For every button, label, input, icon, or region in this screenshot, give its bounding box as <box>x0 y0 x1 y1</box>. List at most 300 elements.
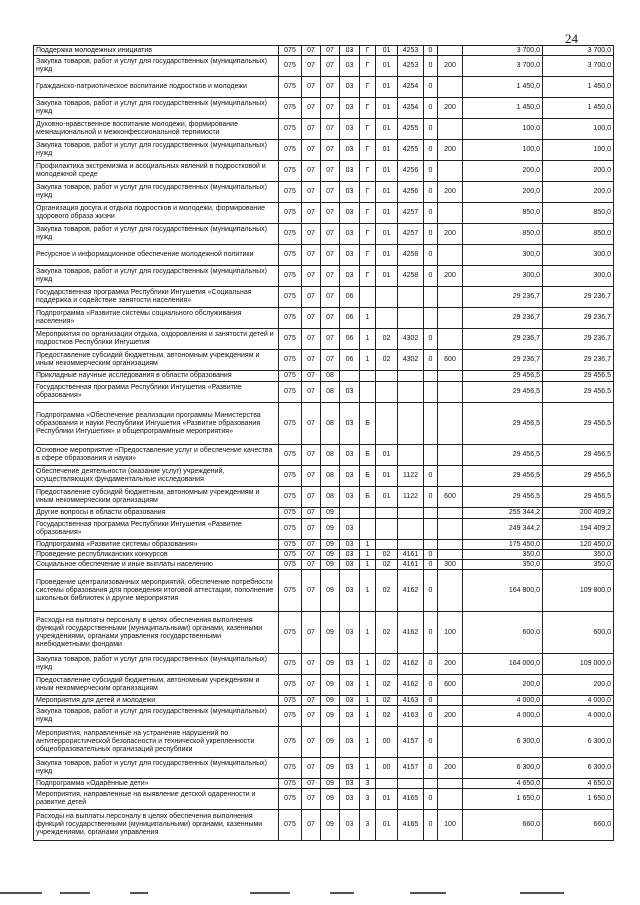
cell-subprogram: 1 <box>360 560 376 570</box>
cell-ministry-code: 075 <box>279 266 302 287</box>
cell-expense-type: 200 <box>438 140 463 161</box>
cell-subprogram: 1 <box>360 612 376 654</box>
cell-section: 07 <box>302 696 321 706</box>
cell-description: Закупка товаров, работ и услуг для государственных (муниципальных) нужд <box>34 654 279 675</box>
cell-ministry-code: 075 <box>279 779 302 789</box>
cell-section: 07 <box>302 140 321 161</box>
cell-ministry-code: 075 <box>279 308 302 329</box>
cell-event: 00 <box>376 758 398 779</box>
cell-event <box>376 508 398 519</box>
cell-digit <box>424 403 438 445</box>
cell-event <box>376 308 398 329</box>
cell-subsection: 07 <box>321 203 340 224</box>
cell-description: Профилактика экстремизма и асоциальных явлений в подростковой и молодежной среде <box>34 161 279 182</box>
table-row <box>34 371 614 382</box>
cell-expense-type <box>438 508 463 519</box>
cell-amount-2015: 29 456,5 <box>463 371 543 382</box>
cell-amount-2016: 100,0 <box>543 140 614 161</box>
cell-event: 01 <box>376 161 398 182</box>
table-row <box>34 675 614 696</box>
cell-subsection: 07 <box>321 329 340 350</box>
cell-amount-2016: 29 456,5 <box>543 466 614 487</box>
cell-event: 00 <box>376 727 398 758</box>
cell-subsection: 07 <box>321 140 340 161</box>
cell-subsection: 07 <box>321 224 340 245</box>
cell-event: 02 <box>376 696 398 706</box>
cell-direction: 4256 <box>398 182 424 203</box>
cell-program: 03 <box>340 550 360 560</box>
cell-event: 01 <box>376 56 398 77</box>
cell-amount-2015: 1 650,0 <box>463 789 543 810</box>
cell-digit: 0 <box>424 810 438 841</box>
cell-direction: 4253 <box>398 46 424 56</box>
cell-digit: 0 <box>424 696 438 706</box>
cell-expense-type <box>438 696 463 706</box>
cell-direction: 4163 <box>398 696 424 706</box>
cell-digit <box>424 371 438 382</box>
cell-digit <box>424 382 438 403</box>
cell-section: 07 <box>302 487 321 508</box>
cell-expense-type: 200 <box>438 758 463 779</box>
cell-event: 01 <box>376 487 398 508</box>
table-row <box>34 203 614 224</box>
cell-expense-type <box>438 161 463 182</box>
cell-section: 07 <box>302 203 321 224</box>
table-row <box>34 77 614 98</box>
cell-direction: 4161 <box>398 550 424 560</box>
cell-event: 01 <box>376 445 398 466</box>
cell-amount-2015: 29 236,7 <box>463 350 543 371</box>
cell-event: 01 <box>376 46 398 56</box>
cell-amount-2015: 255 344,2 <box>463 508 543 519</box>
cell-subprogram <box>360 508 376 519</box>
cell-digit: 0 <box>424 727 438 758</box>
cell-amount-2015: 850,0 <box>463 203 543 224</box>
cell-expense-type: 200 <box>438 706 463 727</box>
cell-ministry-code: 075 <box>279 161 302 182</box>
cell-section: 07 <box>302 727 321 758</box>
cell-amount-2015: 175 450,0 <box>463 540 543 550</box>
cell-amount-2015: 200,0 <box>463 675 543 696</box>
cell-expense-type: 200 <box>438 98 463 119</box>
cell-description: Мероприятия, направленные на устранение нарушений по антитеррористической безопасности и технической укрепленности общеобразовательных организаций республики <box>34 727 279 758</box>
cell-ministry-code: 075 <box>279 508 302 519</box>
cell-description: Подпрограмма «Развитие системы образования» <box>34 540 279 550</box>
cell-direction: 4257 <box>398 203 424 224</box>
cell-digit: 0 <box>424 350 438 371</box>
cell-event: 01 <box>376 810 398 841</box>
cell-event: 02 <box>376 570 398 612</box>
cell-amount-2016: 300,0 <box>543 266 614 287</box>
cell-amount-2015: 164 800,0 <box>463 570 543 612</box>
cell-amount-2016: 600,0 <box>543 612 614 654</box>
cell-event: 02 <box>376 675 398 696</box>
table-row <box>34 696 614 706</box>
cell-amount-2016: 100,0 <box>543 119 614 140</box>
cell-section: 07 <box>302 403 321 445</box>
cell-direction: 4162 <box>398 654 424 675</box>
cell-section: 07 <box>302 119 321 140</box>
cell-expense-type <box>438 329 463 350</box>
cell-subprogram: Г <box>360 182 376 203</box>
cell-subsection: 09 <box>321 727 340 758</box>
cell-subsection: 08 <box>321 382 340 403</box>
cell-description: Мероприятия, направленные на выявление детской одаренности и развитие детей <box>34 789 279 810</box>
cell-expense-type <box>438 466 463 487</box>
cell-event: 01 <box>376 466 398 487</box>
scan-edge-marks <box>0 892 640 896</box>
cell-subprogram: 1 <box>360 570 376 612</box>
cell-subprogram: Г <box>360 161 376 182</box>
table-row <box>34 403 614 445</box>
cell-description: Закупка товаров, работ и услуг для государственных (муниципальных) нужд <box>34 224 279 245</box>
cell-section: 07 <box>302 287 321 308</box>
cell-direction: 4254 <box>398 77 424 98</box>
cell-subsection: 07 <box>321 350 340 371</box>
cell-section: 07 <box>302 161 321 182</box>
cell-amount-2016: 120 450,0 <box>543 540 614 550</box>
cell-description: Поддержка молодежных инициатив <box>34 46 279 56</box>
cell-amount-2015: 660,0 <box>463 810 543 841</box>
cell-amount-2015: 200,0 <box>463 161 543 182</box>
cell-subsection: 09 <box>321 570 340 612</box>
cell-ministry-code: 075 <box>279 550 302 560</box>
cell-expense-type <box>438 308 463 329</box>
cell-subprogram: Г <box>360 266 376 287</box>
cell-section: 07 <box>302 329 321 350</box>
cell-section: 07 <box>302 550 321 560</box>
cell-expense-type <box>438 727 463 758</box>
cell-subprogram: Г <box>360 46 376 56</box>
cell-event: 01 <box>376 182 398 203</box>
cell-program: 03 <box>340 203 360 224</box>
table-row <box>34 98 614 119</box>
cell-digit <box>424 519 438 540</box>
cell-amount-2015: 100,0 <box>463 140 543 161</box>
cell-ministry-code: 075 <box>279 789 302 810</box>
cell-amount-2015: 3 700,0 <box>463 46 543 56</box>
cell-ministry-code: 075 <box>279 224 302 245</box>
cell-event: 01 <box>376 224 398 245</box>
cell-digit: 0 <box>424 487 438 508</box>
cell-section: 07 <box>302 46 321 56</box>
cell-subprogram: Г <box>360 203 376 224</box>
cell-subprogram: Б <box>360 487 376 508</box>
cell-ministry-code: 075 <box>279 350 302 371</box>
cell-description: Гражданско-патриотическое воспитание подростков и молодежи <box>34 77 279 98</box>
cell-direction <box>398 403 424 445</box>
cell-amount-2016: 200,0 <box>543 182 614 203</box>
cell-amount-2015: 300,0 <box>463 266 543 287</box>
cell-digit: 0 <box>424 706 438 727</box>
cell-subprogram: 1 <box>360 654 376 675</box>
cell-subprogram: Г <box>360 119 376 140</box>
cell-description: Подпрограмма «Одарённые дети» <box>34 779 279 789</box>
cell-direction: 4254 <box>398 98 424 119</box>
cell-amount-2016: 200,0 <box>543 675 614 696</box>
cell-event: 01 <box>376 140 398 161</box>
cell-description: Закупка товаров, работ и услуг для государственных (муниципальных) нужд <box>34 140 279 161</box>
cell-section: 07 <box>302 570 321 612</box>
cell-amount-2015: 4 000,0 <box>463 706 543 727</box>
cell-expense-type: 600 <box>438 487 463 508</box>
cell-digit <box>424 779 438 789</box>
cell-expense-type <box>438 119 463 140</box>
cell-description: Предоставление субсидий бюджетным, автономным учреждениям и иным некоммерческим организациям <box>34 675 279 696</box>
cell-amount-2015: 29 456,5 <box>463 466 543 487</box>
budget-table <box>33 45 614 841</box>
cell-program: 03 <box>340 382 360 403</box>
cell-amount-2016: 850,0 <box>543 224 614 245</box>
table-row <box>34 758 614 779</box>
cell-event: 02 <box>376 329 398 350</box>
cell-section: 07 <box>302 675 321 696</box>
cell-digit: 0 <box>424 245 438 266</box>
cell-ministry-code: 075 <box>279 77 302 98</box>
cell-amount-2015: 29 236,7 <box>463 329 543 350</box>
cell-subsection: 09 <box>321 779 340 789</box>
table-row <box>34 140 614 161</box>
cell-ministry-code: 075 <box>279 560 302 570</box>
cell-description: Проведение централизованных мероприятий, обеспечение потребности системы образования для проведения итоговой аттестации, пополнение школьных библиотек и другие мероприятия <box>34 570 279 612</box>
cell-description: Подпрограмма «Обеспечение реализации программы Министерства образования и науки Республики Ингушетия «Развитие образования Республики Ингушетия» и общепрограммные мероприятия» <box>34 403 279 445</box>
table-row <box>34 727 614 758</box>
cell-amount-2016: 1 650,0 <box>543 789 614 810</box>
cell-amount-2016: 200,0 <box>543 161 614 182</box>
cell-description: Ресурсное и информационное обеспечение молодежной политики <box>34 245 279 266</box>
cell-program: 03 <box>340 570 360 612</box>
cell-expense-type: 100 <box>438 612 463 654</box>
cell-expense-type: 200 <box>438 654 463 675</box>
cell-amount-2016: 29 456,5 <box>543 487 614 508</box>
cell-amount-2016: 1 450,0 <box>543 77 614 98</box>
cell-direction: 1122 <box>398 466 424 487</box>
cell-ministry-code: 075 <box>279 540 302 550</box>
cell-subprogram: Г <box>360 224 376 245</box>
cell-program: 03 <box>340 727 360 758</box>
cell-ministry-code: 075 <box>279 403 302 445</box>
cell-digit: 0 <box>424 570 438 612</box>
table-row <box>34 350 614 371</box>
cell-event: 02 <box>376 654 398 675</box>
table-row <box>34 56 614 77</box>
table-row <box>34 654 614 675</box>
cell-direction: 4256 <box>398 161 424 182</box>
cell-program: 03 <box>340 758 360 779</box>
cell-event: 02 <box>376 350 398 371</box>
cell-direction: 4165 <box>398 810 424 841</box>
cell-program: 06 <box>340 287 360 308</box>
cell-subprogram: Б <box>360 403 376 445</box>
cell-amount-2015: 850,0 <box>463 224 543 245</box>
cell-direction <box>398 540 424 550</box>
cell-description: Закупка товаров, работ и услуг для государственных (муниципальных) нужд <box>34 182 279 203</box>
table-row <box>34 161 614 182</box>
table-row <box>34 612 614 654</box>
cell-direction: 4258 <box>398 266 424 287</box>
cell-subprogram: 1 <box>360 350 376 371</box>
cell-ministry-code: 075 <box>279 654 302 675</box>
cell-digit <box>424 445 438 466</box>
cell-digit: 0 <box>424 612 438 654</box>
cell-program: 03 <box>340 487 360 508</box>
cell-event <box>376 287 398 308</box>
cell-amount-2015: 3 700,0 <box>463 56 543 77</box>
cell-digit <box>424 540 438 550</box>
table-row <box>34 287 614 308</box>
cell-digit: 0 <box>424 98 438 119</box>
cell-subprogram: Г <box>360 56 376 77</box>
cell-description: Проведение республиканских конкурсов <box>34 550 279 560</box>
cell-description: Расходы на выплаты персоналу в целях обеспечения выполнения функций государственными (муниципальными) органами, казенными учреждениями, органами управления <box>34 810 279 841</box>
cell-section: 07 <box>302 612 321 654</box>
cell-description: Другие вопросы в области образования <box>34 508 279 519</box>
cell-amount-2016: 29 236,7 <box>543 308 614 329</box>
cell-amount-2016: 29 236,7 <box>543 329 614 350</box>
cell-program: 03 <box>340 56 360 77</box>
cell-program <box>340 371 360 382</box>
cell-amount-2016: 29 236,7 <box>543 350 614 371</box>
cell-amount-2015: 600,0 <box>463 612 543 654</box>
cell-section: 07 <box>302 98 321 119</box>
cell-program: 03 <box>340 119 360 140</box>
cell-direction: 4157 <box>398 727 424 758</box>
cell-description: Закупка товаров, работ и услуг для государственных (муниципальных) нужд <box>34 56 279 77</box>
cell-subprogram: Б <box>360 466 376 487</box>
table-row <box>34 329 614 350</box>
cell-program: 03 <box>340 140 360 161</box>
cell-subsection: 08 <box>321 466 340 487</box>
page-number: 24 <box>565 31 578 46</box>
table-row <box>34 119 614 140</box>
cell-subsection: 07 <box>321 119 340 140</box>
cell-direction: 4163 <box>398 706 424 727</box>
cell-amount-2015: 1 450,0 <box>463 98 543 119</box>
cell-amount-2015: 300,0 <box>463 245 543 266</box>
cell-event <box>376 382 398 403</box>
cell-subsection: 08 <box>321 487 340 508</box>
table-row <box>34 540 614 550</box>
cell-description: Закупка товаров, работ и услуг для государственных (муниципальных) нужд <box>34 266 279 287</box>
cell-event <box>376 371 398 382</box>
cell-program: 03 <box>340 519 360 540</box>
cell-subprogram: 1 <box>360 727 376 758</box>
cell-subsection: 08 <box>321 403 340 445</box>
cell-program: 06 <box>340 350 360 371</box>
cell-description: Организация досуга и отдыха подростков и молодежи, формирование здорового образа жизни <box>34 203 279 224</box>
cell-expense-type: 100 <box>438 810 463 841</box>
cell-subprogram <box>360 382 376 403</box>
cell-amount-2015: 249 344,2 <box>463 519 543 540</box>
cell-subsection: 08 <box>321 445 340 466</box>
table-row <box>34 224 614 245</box>
cell-expense-type <box>438 519 463 540</box>
cell-subsection: 07 <box>321 98 340 119</box>
cell-subsection: 09 <box>321 560 340 570</box>
cell-digit: 0 <box>424 46 438 56</box>
cell-subprogram: 1 <box>360 758 376 779</box>
cell-ministry-code: 075 <box>279 612 302 654</box>
cell-subsection: 09 <box>321 810 340 841</box>
cell-program <box>340 508 360 519</box>
cell-event <box>376 519 398 540</box>
cell-program: 03 <box>340 810 360 841</box>
cell-amount-2016: 109 000,0 <box>543 654 614 675</box>
cell-ministry-code: 075 <box>279 245 302 266</box>
cell-program: 03 <box>340 779 360 789</box>
cell-section: 07 <box>302 245 321 266</box>
table-row <box>34 245 614 266</box>
cell-direction <box>398 308 424 329</box>
cell-section: 07 <box>302 779 321 789</box>
cell-subsection: 09 <box>321 612 340 654</box>
cell-subsection: 07 <box>321 56 340 77</box>
cell-description: Государственная программа Республики Ингушетия «Социальная поддержка и содействие занятости населения» <box>34 287 279 308</box>
cell-subprogram: 3 <box>360 810 376 841</box>
cell-ministry-code: 075 <box>279 487 302 508</box>
cell-expense-type <box>438 245 463 266</box>
cell-description: Предоставление субсидий бюджетным, автономным учреждениям и иным некоммерческим организациям <box>34 487 279 508</box>
cell-subprogram: 1 <box>360 540 376 550</box>
cell-program: 03 <box>340 540 360 550</box>
cell-subsection: 07 <box>321 287 340 308</box>
cell-amount-2016: 850,0 <box>543 203 614 224</box>
cell-amount-2016: 6 300,0 <box>543 727 614 758</box>
cell-event <box>376 540 398 550</box>
cell-subprogram: 1 <box>360 550 376 560</box>
cell-direction: 4165 <box>398 789 424 810</box>
table-row <box>34 706 614 727</box>
cell-expense-type <box>438 203 463 224</box>
cell-section: 07 <box>302 56 321 77</box>
cell-digit: 0 <box>424 56 438 77</box>
cell-digit: 0 <box>424 654 438 675</box>
cell-amount-2016: 660,0 <box>543 810 614 841</box>
cell-description: Расходы на выплаты персоналу в целях обеспечения выполнения функций государственными (муниципальными) органами, казенными учреждениями, органами управления государственными внебюджетными фондами <box>34 612 279 654</box>
cell-direction: 4162 <box>398 612 424 654</box>
cell-amount-2015: 350,0 <box>463 550 543 560</box>
cell-digit <box>424 308 438 329</box>
cell-digit: 0 <box>424 266 438 287</box>
cell-amount-2015: 29 456,5 <box>463 445 543 466</box>
cell-program: 03 <box>340 403 360 445</box>
cell-amount-2016: 4 000,0 <box>543 706 614 727</box>
cell-program: 03 <box>340 224 360 245</box>
cell-digit: 0 <box>424 140 438 161</box>
cell-program: 03 <box>340 161 360 182</box>
cell-subsection: 07 <box>321 77 340 98</box>
cell-expense-type <box>438 77 463 98</box>
cell-section: 07 <box>302 308 321 329</box>
cell-event: 01 <box>376 119 398 140</box>
cell-section: 07 <box>302 224 321 245</box>
cell-section: 07 <box>302 445 321 466</box>
cell-subsection: 07 <box>321 245 340 266</box>
cell-program: 03 <box>340 182 360 203</box>
cell-amount-2015: 29 456,5 <box>463 487 543 508</box>
cell-description: Духовно-нравственное воспитание молодежи, формирование межнациональной и межконфессиональной терпимости <box>34 119 279 140</box>
cell-expense-type <box>438 570 463 612</box>
cell-amount-2015: 29 456,5 <box>463 382 543 403</box>
table-row <box>34 308 614 329</box>
cell-description: Мероприятия для детей и молодежи <box>34 696 279 706</box>
cell-description: Мероприятия по организации отдыха, оздоровления и занятости детей и подростков Республики Ингушетия <box>34 329 279 350</box>
cell-expense-type: 200 <box>438 56 463 77</box>
cell-amount-2016: 29 456,5 <box>543 445 614 466</box>
cell-subprogram: 1 <box>360 329 376 350</box>
cell-subprogram: 3 <box>360 789 376 810</box>
cell-ministry-code: 075 <box>279 140 302 161</box>
